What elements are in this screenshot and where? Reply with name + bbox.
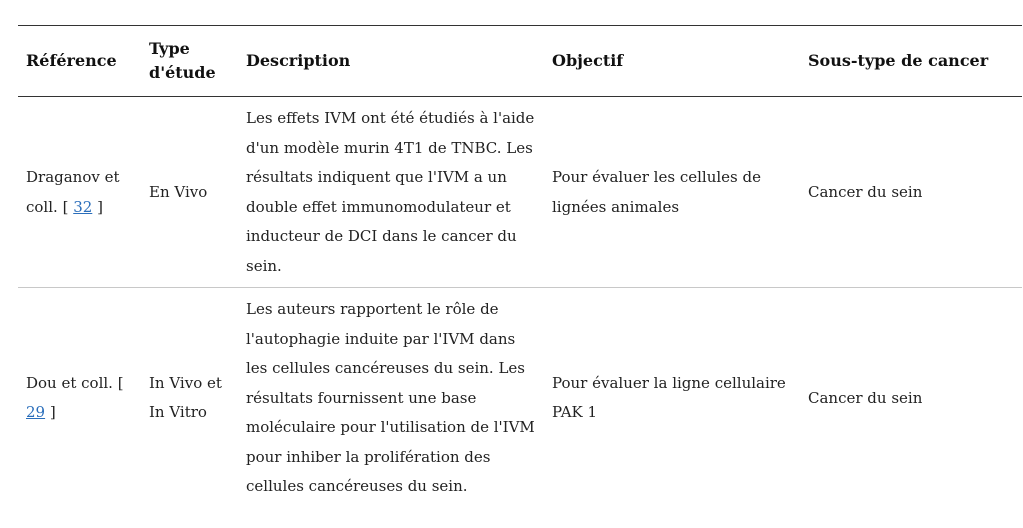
header-row xyxy=(18,26,1022,97)
description-cell: Les auteurs rapportent le rôle de l'autophagie induite par l'IVM dans les cellules cancéreuses du sein. Les résultats fournissent une base moléculaire pour l'utilisation de l'IVM pour inhiber la prolifération des cellules cancéreuses du sein. xyxy=(246,300,535,495)
cancer-subtype-cell: Cancer du sein xyxy=(808,388,923,407)
reference-close: ] xyxy=(97,197,103,216)
reference-text: Draganov et coll. [ xyxy=(26,168,120,216)
study-table xyxy=(18,25,1022,508)
header-objective: Objectif xyxy=(552,51,624,70)
table-row xyxy=(18,288,1022,508)
reference-text: Dou et coll. [ xyxy=(26,373,124,392)
reference-close: ] xyxy=(49,403,56,422)
cancer-subtype-cell: Cancer du sein xyxy=(808,182,923,201)
header-study-type: Type d'étude xyxy=(149,39,216,82)
table-header xyxy=(18,26,1022,97)
study-type-cell: In Vivo et In Vitro xyxy=(149,373,222,422)
objective-cell: Pour évaluer les cellules de lignées animales xyxy=(552,168,761,216)
table-row xyxy=(18,97,1022,288)
objective-cell: Pour évaluer la ligne cellulaire PAK 1 xyxy=(552,373,786,422)
header-cancer-subtype: Sous-type de cancer xyxy=(808,51,989,70)
study-type-cell: En Vivo xyxy=(149,182,208,201)
header-reference: Référence xyxy=(26,51,117,70)
table-body xyxy=(18,97,1022,508)
reference-cell xyxy=(18,97,141,288)
description-cell: Les effets IVM ont été étudiés à l'aide d'un modèle murin 4T1 de TNBC. Les résultats indiquent que l'IVM a un double effet immunomodulateur et inducteur de DCI dans le cancer du sein. xyxy=(246,109,535,275)
citation-link[interactable]: 29 xyxy=(26,403,46,422)
citation-link[interactable]: 32 xyxy=(73,197,93,216)
reference-cell xyxy=(18,288,141,508)
header-description: Description xyxy=(246,51,351,70)
